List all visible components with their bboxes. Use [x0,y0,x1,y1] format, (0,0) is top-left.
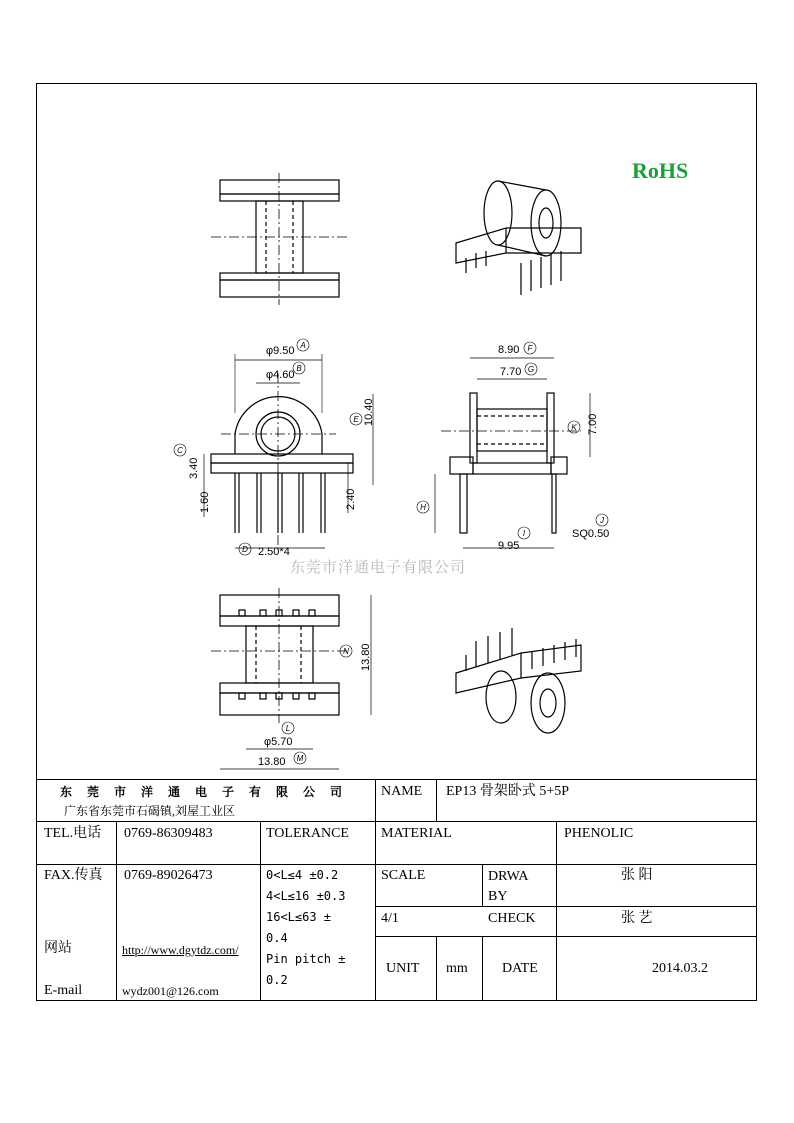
callout-e: E [353,415,359,424]
dim-side-width: 8.90 [498,344,520,356]
tolerance-line: 0<L≤4 ±0.2 [266,868,339,882]
dim-total-height: 10.40 [363,398,375,426]
callout-b: B [296,364,302,373]
scale-label: SCALE [381,868,426,883]
fax-value: 0769-89026473 [124,868,213,883]
tolerance-line: 4<L≤16 ±0.3 [266,889,346,903]
dim-inner-diameter: φ4.60 [266,369,295,381]
material-label: MATERIAL [381,826,452,841]
website-label: 网站 [44,941,72,956]
callout-a: A [300,341,306,350]
dim-side-height: 7.00 [587,413,599,435]
drawn-by-value: 张 阳 [621,868,653,883]
tolerance-line: 0.2 [266,973,288,987]
fax-label: FAX.传真 [44,868,103,883]
callout-j: J [600,516,604,525]
callout-i: I [522,529,526,538]
date-label: DATE [502,961,538,976]
email-value: wydz001@126.com [122,984,219,998]
dim-base-length: 13.80 [360,643,372,671]
dim-side-inner-width: 7.70 [500,366,522,378]
watermark: 东莞市洋通电子有限公司 [290,558,467,576]
scale-value: 4/1 [381,911,399,926]
tel-label: TEL.电话 [44,826,102,841]
drawing-svg [36,83,757,779]
company-address: 广东省东莞市石碣镇,刘屋工业区 [64,804,236,818]
callout-d: D [242,545,248,554]
tolerance-line: 0.4 [266,931,288,945]
callout-m: M [296,754,304,763]
dim-flange-height: 3.40 [188,457,200,479]
iso-view-top [456,181,581,295]
technical-drawing [36,83,757,779]
tolerance-line: Pin pitch ± [266,952,346,966]
website-link[interactable]: http://www.dgytdz.com/ [122,943,239,957]
tolerance-table [266,865,366,991]
callout-h: H [420,503,426,512]
iso-view-bottom [456,628,581,733]
check-label: CHECK [488,911,536,926]
tolerance-line: 16<L≤63 ± [266,910,332,924]
dim-pin-offset: 1.60 [199,491,211,513]
dim-core-diameter: φ5.70 [264,736,293,748]
dim-base-width: 13.80 [258,756,286,768]
callout-c: C [177,446,183,455]
top-view [211,173,348,305]
unit-value: mm [446,961,468,976]
dim-outer-diameter: φ9.50 [266,345,295,357]
company-name: 东 莞 市 洋 通 电 子 有 限 公 司 [60,785,349,799]
dim-pin-row-width: 9.95 [498,540,520,552]
title-block [36,779,757,1001]
name-value: EP13 骨架卧式 5+5P [446,784,570,799]
email-label: E-mail [44,983,83,998]
callout-l: L [285,724,291,733]
tolerance-label: TOLERANCE [266,826,349,841]
rohs-label: RoHS [632,158,689,183]
dim-pin-square: SQ0.50 [572,528,610,540]
drawn-by-label: DRWA BY [488,869,528,904]
dim-pin-pitch: 2.50*4 [258,546,290,558]
material-value: PHENOLIC [564,826,634,841]
date-value: 2014.03.2 [652,961,708,976]
tel-value: 0769-86309483 [124,826,213,841]
dim-pin-length: 2.40 [345,488,357,510]
callout-g: G [527,365,535,374]
callout-k: K [571,423,577,432]
name-label: NAME [381,784,423,799]
unit-label: UNIT [386,961,420,976]
callout-f: F [527,344,533,353]
check-value: 张 艺 [621,911,653,926]
callout-n: N [343,647,349,656]
